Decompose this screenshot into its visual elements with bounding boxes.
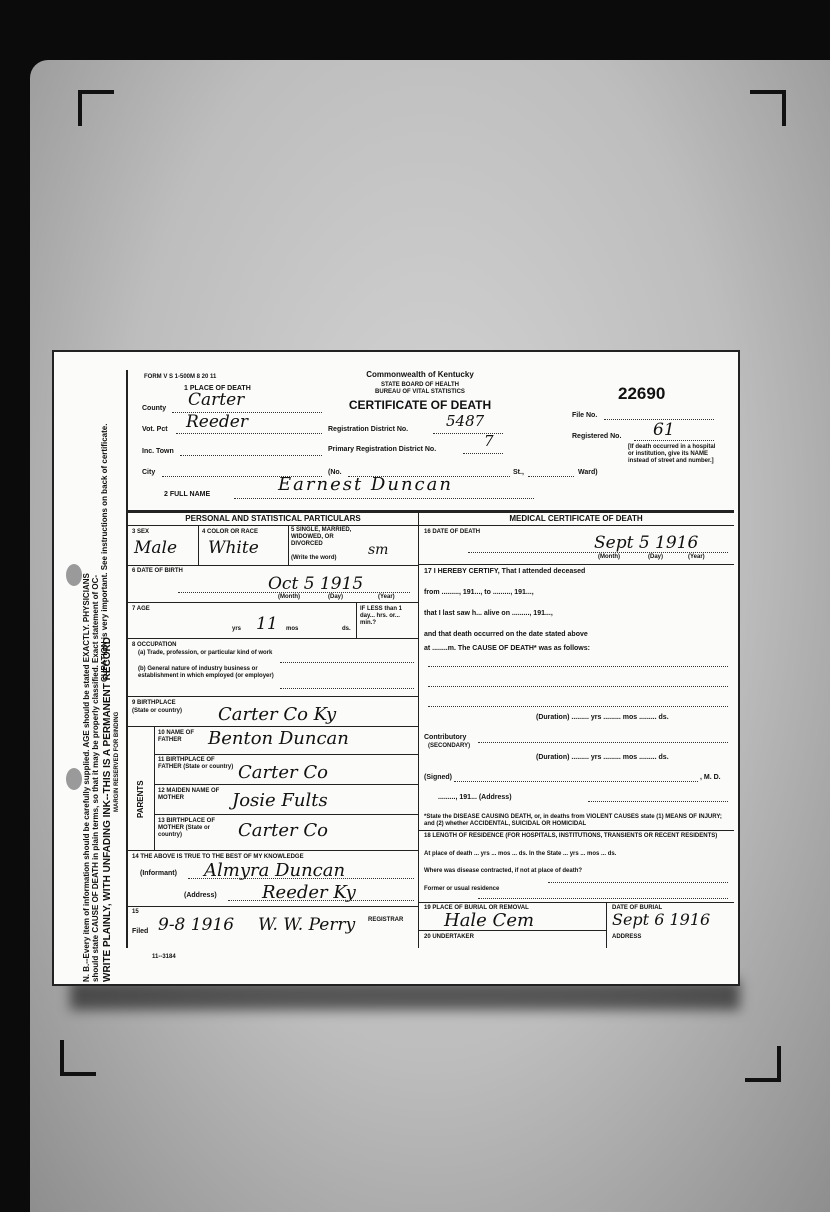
secondary-label: (SECONDARY) bbox=[428, 743, 471, 749]
bottom-code: 11--3184 bbox=[152, 954, 176, 960]
mother-name-label: 12 MAIDEN NAME OF MOTHER bbox=[158, 788, 220, 801]
last-saw-line: that I last saw h... alive on ........., 191..., bbox=[424, 610, 553, 617]
signed-label: (Signed) bbox=[424, 774, 452, 781]
row-line-9 bbox=[128, 850, 418, 851]
margin-instructions-1: N. B.--Every item of information should be carefully supplied. AGE should be stated EXACTLY. PHYSICIANS bbox=[82, 573, 91, 982]
punch-hole-top bbox=[66, 564, 82, 586]
undertaker-label: 20 UNDERTAKER bbox=[424, 934, 474, 940]
color-value: White bbox=[208, 538, 259, 558]
personal-title-line bbox=[128, 525, 418, 526]
age-divider bbox=[356, 602, 357, 638]
duration-line-1: (Duration) ......... yrs ......... mos ......... ds. bbox=[536, 714, 669, 721]
registered-no-value: 61 bbox=[653, 420, 675, 440]
mother-birthplace-label: 13 BIRTHPLACE OF MOTHER (State or country) bbox=[158, 818, 216, 838]
row-line-8 bbox=[154, 814, 418, 815]
certificate-title: CERTIFICATE OF DEATH bbox=[348, 398, 492, 412]
dob-year-label: (Year) bbox=[378, 594, 395, 600]
dob-line bbox=[178, 592, 410, 593]
cause-footnote: *State the DISEASE CAUSING DEATH, or, in deaths from VIOLENT CAUSES state (1) MEANS OF INJURY; and (2) whether ACCIDENTAL, SUICIDAL OR HOMICIDAL bbox=[424, 814, 722, 827]
sex-value: Male bbox=[134, 538, 178, 558]
crop-mark-top-right bbox=[750, 90, 786, 126]
margin-instructions-2: should state CAUSE OF DEATH in plain terms, so that it may be properly classified. Exact statement of OC- bbox=[91, 574, 100, 982]
margin-instructions-3: CUPATION is very important. See instructions on back of certificate. bbox=[100, 423, 109, 682]
reg-district-label: Registration District No. bbox=[328, 426, 409, 433]
registrar-label: REGISTRAR bbox=[368, 917, 404, 923]
punch-hole-bottom bbox=[66, 768, 82, 790]
birthplace-value: Carter Co Ky bbox=[218, 704, 337, 725]
signed-line bbox=[454, 781, 698, 782]
medical-title-line bbox=[418, 525, 734, 526]
crop-mark-bottom-right bbox=[745, 1046, 781, 1082]
death-year-label: (Year) bbox=[688, 554, 705, 560]
contracted-label: Where was disease contracted, if not at place of death? bbox=[424, 868, 583, 874]
vot-pct-value: Reeder bbox=[186, 412, 248, 432]
color-label: 4 COLOR OR RACE bbox=[202, 529, 259, 535]
full-name-label: 2 FULL NAME bbox=[164, 491, 211, 498]
parents-divider bbox=[154, 726, 155, 850]
primary-reg-label: Primary Registration District No. bbox=[328, 446, 437, 453]
county-label: County bbox=[142, 405, 167, 412]
personal-section-title: PERSONAL AND STATISTICAL PARTICULARS bbox=[185, 514, 361, 523]
inc-town-line bbox=[180, 455, 322, 456]
st-line bbox=[528, 476, 574, 477]
sex-label: 3 SEX bbox=[132, 529, 150, 535]
father-name-label: 10 NAME OF FATHER bbox=[158, 730, 195, 743]
full-name-line bbox=[234, 498, 534, 499]
burial-divider bbox=[606, 902, 607, 948]
birthplace-label: 9 BIRTHPLACE bbox=[132, 700, 176, 706]
mother-name-value: Josie Fults bbox=[232, 790, 328, 811]
row-line-5 bbox=[128, 726, 418, 727]
burial-place-value: Hale Cem bbox=[444, 910, 535, 931]
binding-margin bbox=[54, 352, 129, 984]
county-value: Carter bbox=[188, 390, 245, 410]
contributory-label: Contributory bbox=[424, 734, 467, 741]
father-birthplace-value: Carter Co bbox=[238, 762, 328, 783]
med-line-2 bbox=[418, 830, 734, 831]
file-no-label: File No. bbox=[572, 412, 598, 419]
death-day-label: (Day) bbox=[648, 554, 664, 560]
mother-birthplace-value: Carter Co bbox=[238, 820, 328, 841]
death-month-label: (Month) bbox=[598, 554, 620, 560]
commonwealth-heading: Commonwealth of Kentucky bbox=[366, 370, 474, 379]
age-ds-label: ds. bbox=[342, 626, 351, 632]
date-address-line: ........., 191... (Address) bbox=[438, 794, 512, 801]
former-residence-line bbox=[478, 898, 728, 899]
informant-address-line bbox=[228, 900, 414, 901]
age-yrs-label: yrs bbox=[232, 626, 242, 632]
med-line-4 bbox=[418, 930, 606, 931]
occupation-a-line bbox=[280, 662, 414, 663]
hospital-note: [If death occurred in a hospital or institution, give its NAME instead of street and number.] bbox=[628, 444, 716, 464]
former-residence-label: Former or usual residence bbox=[424, 886, 500, 892]
st-label: St., bbox=[513, 469, 524, 476]
parents-label: PARENTS bbox=[136, 780, 145, 818]
column-divider bbox=[418, 510, 419, 948]
occupation-b: (b) General nature of industry business or establishment in which employed (or employer) bbox=[138, 666, 274, 679]
inc-town-label: Inc. Town bbox=[142, 448, 174, 455]
row-line-1 bbox=[128, 565, 418, 566]
certificate-form bbox=[126, 370, 734, 960]
color-divider bbox=[288, 525, 289, 565]
death-certificate bbox=[52, 350, 740, 986]
informant-address-label: (Address) bbox=[184, 892, 217, 899]
if-less-label: IF LESS than 1 day... hrs. or... min.? bbox=[360, 606, 403, 626]
medical-section-title: MEDICAL CERTIFICATE OF DEATH bbox=[509, 514, 643, 523]
margin-warning: WRITE PLAINLY, WITH UNFADING INK--THIS IS A PERMANENT RECORD bbox=[102, 637, 113, 982]
primary-reg-value: 7 bbox=[484, 432, 494, 450]
full-name-value: Earnest Duncan bbox=[278, 474, 453, 495]
registered-no-label: Registered No. bbox=[572, 433, 622, 440]
physician-address-line bbox=[588, 801, 728, 802]
board-heading: STATE BOARD OF HEALTH bbox=[381, 382, 459, 388]
certify-line: 17 I HEREBY CERTIFY, That I attended deceased bbox=[424, 568, 586, 575]
residence-label: 18 LENGTH OF RESIDENCE (FOR HOSPITALS, INSTITUTIONS, TRANSIENTS OR RECENT RESIDENTS) bbox=[424, 833, 718, 839]
vot-pct-label: Vot. Pct bbox=[142, 426, 168, 433]
primary-reg-line bbox=[463, 453, 503, 454]
burial-date-value: Sept 6 1916 bbox=[612, 910, 711, 929]
age-mos-label: mos bbox=[286, 626, 299, 632]
father-name-value: Benton Duncan bbox=[208, 728, 349, 749]
occupation-b-line bbox=[280, 688, 414, 689]
burial-date-label: DATE OF BURIAL bbox=[612, 905, 663, 911]
header-divider bbox=[128, 510, 734, 513]
dob-month-label: (Month) bbox=[278, 594, 300, 600]
ward-label: Ward) bbox=[578, 469, 598, 476]
item-15-label: 15 bbox=[132, 909, 139, 915]
cause-line: at ........m. The CAUSE OF DEATH* was as follows: bbox=[424, 645, 590, 652]
date-of-death-line bbox=[468, 552, 728, 553]
certificate-number: 22690 bbox=[618, 384, 666, 403]
birthplace-hint: (State or country) bbox=[132, 708, 183, 714]
cause-line-2 bbox=[428, 686, 728, 687]
father-birthplace-label: 11 BIRTHPLACE OF FATHER (State or country) bbox=[158, 757, 234, 770]
vot-pct-line bbox=[176, 433, 322, 434]
contributory-line bbox=[478, 742, 728, 743]
occupation-label: 8 OCCUPATION bbox=[132, 642, 177, 648]
occurred-line: and that death occurred on the date stated above bbox=[424, 631, 588, 638]
row-line-10 bbox=[128, 906, 418, 907]
at-place-line: At place of death ... yrs ... mos ... ds. In the State ... yrs ... mos ... ds. bbox=[424, 851, 617, 857]
age-value: 11 bbox=[256, 614, 278, 634]
crop-mark-top-left bbox=[78, 90, 114, 126]
cause-line-1 bbox=[428, 666, 728, 667]
filed-label: Filed bbox=[132, 928, 149, 935]
med-line-3 bbox=[418, 902, 734, 903]
row-line-6 bbox=[154, 754, 418, 755]
registered-no-line bbox=[634, 440, 714, 441]
dob-value: Oct 5 1915 bbox=[268, 574, 364, 594]
row-line-4 bbox=[128, 696, 418, 697]
filed-value: 9-8 1916 bbox=[158, 915, 235, 935]
contracted-line bbox=[548, 882, 728, 883]
city-label: City bbox=[142, 469, 156, 476]
cause-line-3 bbox=[428, 706, 728, 707]
marital-value: sm bbox=[368, 542, 389, 558]
row-line-2 bbox=[128, 602, 418, 603]
form-number: FORM V S 1-500M 8 20 11 bbox=[144, 374, 217, 380]
attended-from-line: from ........., 191..., to ........., 191..., bbox=[424, 589, 534, 596]
date-of-death-label: 16 DATE OF DEATH bbox=[424, 529, 481, 535]
marital-label: 5 SINGLE, MARRIED, WIDOWED, OR DIVORCED bbox=[291, 527, 352, 547]
informant-address-value: Reeder Ky bbox=[262, 882, 356, 903]
informant-value: Almyra Duncan bbox=[204, 860, 346, 881]
med-line-1 bbox=[418, 564, 734, 565]
row-line-7 bbox=[154, 784, 418, 785]
no-label: (No. bbox=[328, 469, 342, 476]
registrar-value: W. W. Perry bbox=[258, 915, 356, 935]
md-label: , M. D. bbox=[700, 774, 721, 781]
knowledge-label: 14 THE ABOVE IS TRUE TO THE BEST OF MY KNOWLEDGE bbox=[132, 854, 304, 860]
place-of-death-label: 1 PLACE OF DEATH bbox=[184, 385, 251, 392]
age-label: 7 AGE bbox=[132, 606, 150, 612]
margin-reserved: MARGIN RESERVED FOR BINDING bbox=[114, 711, 120, 812]
undertaker-address-label: ADDRESS bbox=[612, 934, 642, 940]
duration-line-2: (Duration) ......... yrs ......... mos ......... ds. bbox=[536, 754, 669, 761]
dob-label: 6 DATE OF BIRTH bbox=[132, 568, 183, 574]
row-line-3 bbox=[128, 638, 418, 639]
crop-mark-bottom-left bbox=[60, 1040, 96, 1076]
reg-district-value: 5487 bbox=[446, 412, 485, 430]
marital-hint: (Write the word) bbox=[291, 555, 337, 561]
informant-label: (Informant) bbox=[140, 870, 177, 877]
occupation-a: (a) Trade, profession, or particular kind of work bbox=[138, 650, 273, 656]
sex-divider bbox=[198, 525, 199, 565]
dob-day-label: (Day) bbox=[328, 594, 344, 600]
burial-place-label: 19 PLACE OF BURIAL OR REMOVAL bbox=[424, 905, 529, 911]
bureau-heading: BUREAU OF VITAL STATISTICS bbox=[375, 389, 465, 395]
informant-line bbox=[188, 878, 414, 879]
date-of-death-value: Sept 5 1916 bbox=[594, 533, 699, 553]
